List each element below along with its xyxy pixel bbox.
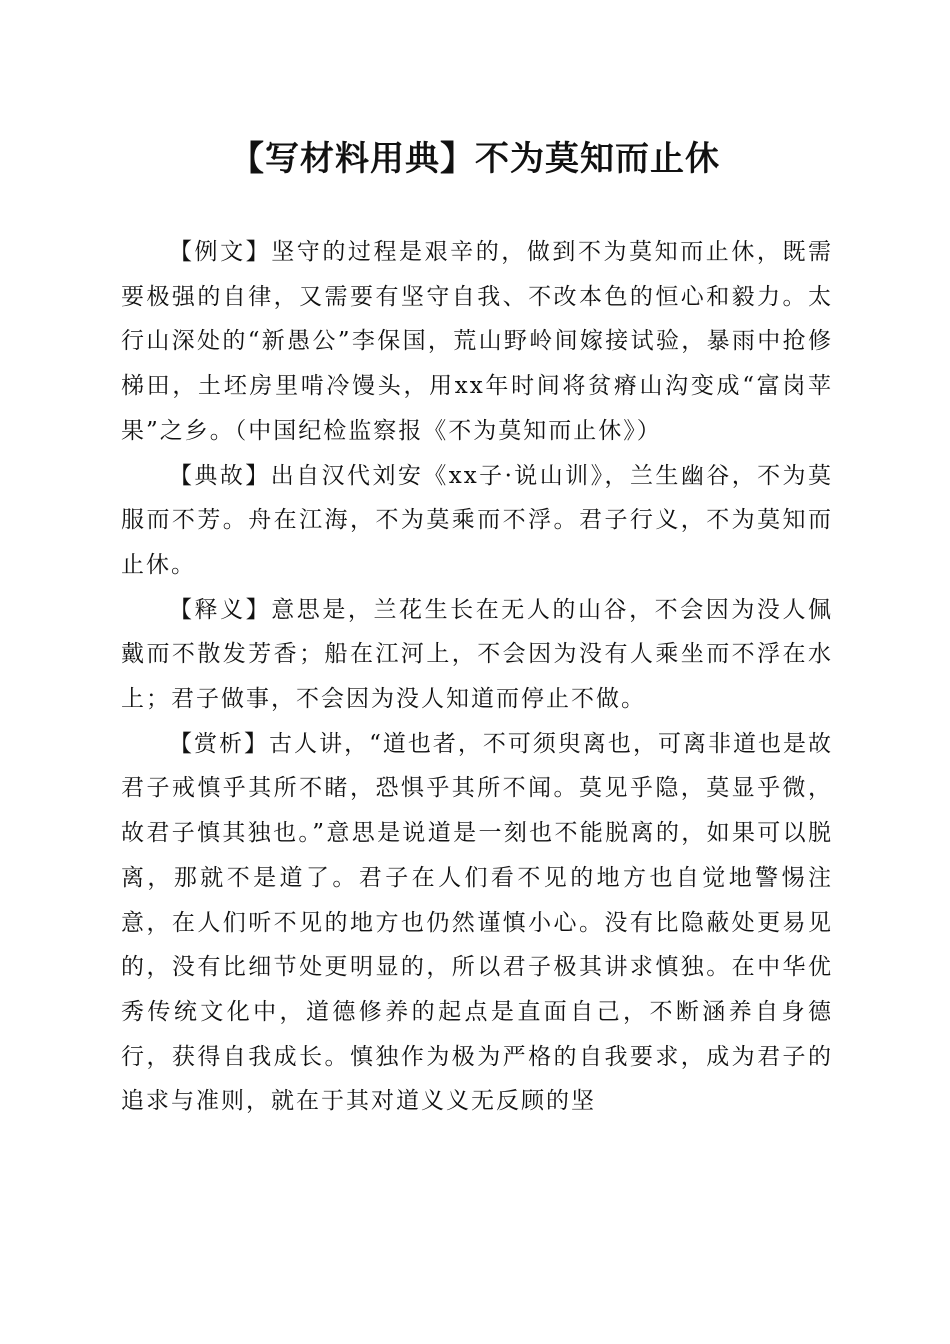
paragraph-tag: 【典故】	[169, 462, 271, 489]
paragraph-text: 坚守的过程是艰辛的，做到不为莫知而止休，既需要极强的自律，又需要有坚守自我、不改本色的恒心和毅力。太行山深处的“新愚公”李保国，荒山野岭间嫁接试验，暴雨中抢修梯田，土坯房里啃冷馒头，用xx年时间将贫瘠山沟变成“富岗苹果”之乡。（中国纪检监察报《不为莫知而止休》）	[121, 239, 834, 444]
document-title: 【写材料用典】不为莫知而止休	[230, 139, 720, 179]
paragraph-tag: 【赏析】	[169, 730, 270, 757]
paragraph-tag: 【释义】	[169, 596, 272, 623]
document-body	[121, 230, 833, 1124]
paragraph-example	[121, 230, 833, 454]
paragraph-meaning	[121, 588, 833, 722]
paragraph-text: 意思是，兰花生长在无人的山谷，不会因为没人佩戴而不散发芳香；船在江河上，不会因为没有人乘坐而不浮在水上；君子做事，不会因为没人知道而停止不做。	[121, 596, 834, 713]
paragraph-text: 古人讲，“道也者，不可须臾离也，可离非道也是故君子戒慎乎其所不睹，恐惧乎其所不闻。莫见乎隐，莫显乎微，故君子慎其独也。”意思是说道是一刻也不能脱离的，如果可以脱离，那就不是道了。君子在人们看不见的地方也自觉地警惕注意，在人们听不见的地方也仍然谨慎小心。没有比隐蔽处更易见的，没有比细节处更明显的，所以君子极其讲求慎独。在中华优秀传统文化中，道德修养的起点是直面自己，不断涵养自身德行，获得自我成长。慎独作为极为严格的自我要求，成为君子的追求与准则，就在于其对道义义无反顾的坚	[121, 730, 834, 1115]
paragraph-allusion	[121, 454, 833, 588]
paragraph-tag: 【例文】	[169, 239, 272, 265]
paragraph-appreciation	[121, 722, 833, 1124]
paragraph-text: 出自汉代刘安《xx子·说山训》，兰生幽谷，不为莫服而不芳。舟在江海，不为莫乘而不浮。君子行义，不为莫知而止休。	[121, 462, 833, 578]
